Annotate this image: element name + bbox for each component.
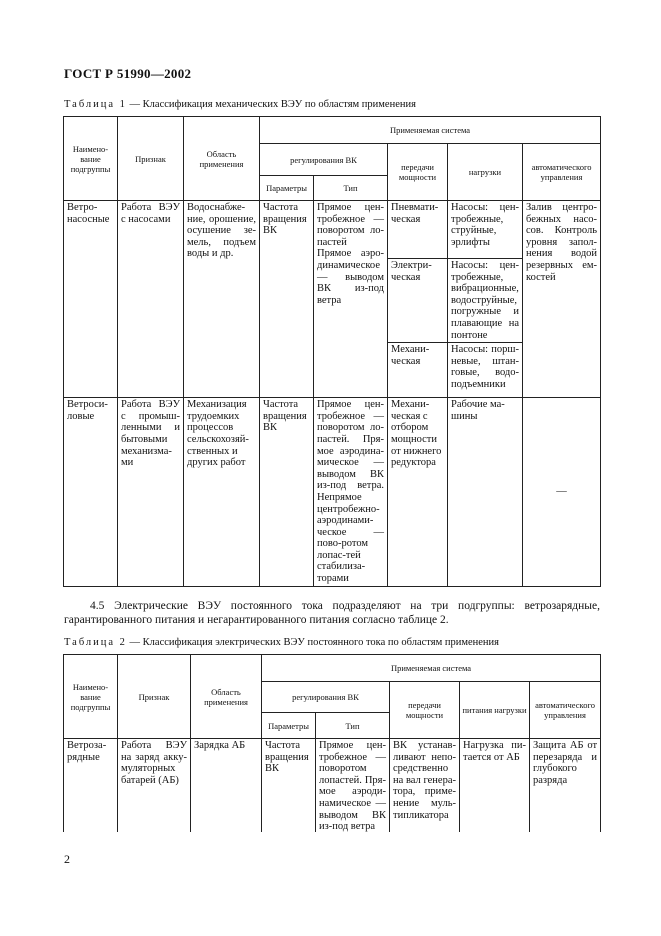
t2-header-system: Применяемая система [262, 655, 601, 682]
table2-electric-classification [63, 654, 601, 849]
t2-r1-automatic: Защита АБ от перезаряда и глубокого разряда [530, 739, 601, 849]
t2-header-feature: Признак [118, 655, 191, 739]
t2-r1-parameters: Частота вращения ВК [262, 739, 316, 849]
t1-r1-load-3: Насосы: порш-невые, штан-говые, водо-подъемники [448, 343, 523, 398]
page-number: 2 [64, 852, 70, 866]
table-row [64, 201, 601, 259]
t1-header-regulation: регулирования ВК [260, 144, 388, 176]
t1-r1-type: Прямое цен-тробежное — поворотом ло-пастей Прямое аэро-динамическое — выводом ВК из-под ветра [314, 201, 388, 398]
t1-r2-feature: Работа ВЭУ с промыш-ленными и бытовыми механизма-ми [118, 398, 184, 587]
t2-r1-transmission: ВК устанав-ливают непо-средственно на вал генера-тора, приме-нение муль-типликатора [390, 739, 460, 849]
t1-header-feature: Признак [118, 117, 184, 201]
t1-header-subgroup: Наимено-вание подгруппы [64, 117, 118, 201]
t1-header-transmission: передачи мощности [388, 144, 448, 201]
table2-continuation-mask [62, 832, 601, 852]
document-code: ГОСТ Р 51990—2002 [64, 66, 192, 81]
t1-r1-subgroup: Ветро-насосные [64, 201, 118, 398]
t2-header-application: Область применения [191, 655, 262, 739]
t1-r1-automatic: Залив центро-бежных насо-сов. Контроль уровня запол-нения водой резервных ем-костей [523, 201, 601, 398]
t2-header-power: питания нагрузки [460, 682, 530, 739]
paragraph-4-5 [64, 599, 600, 627]
table2-caption-text: — Классификация электрических ВЭУ постоянного тока по областям применения [126, 637, 499, 648]
t1-r2-parameters: Частота вращения ВК [260, 398, 314, 587]
table1-caption-text: — Классификация механических ВЭУ по областям применения [126, 99, 416, 110]
t2-r1-feature: Работа ВЭУ на заряд акку-муляторных батарей (АБ) [118, 739, 191, 849]
t2-r1-power: Нагрузка пи-тается от АБ [460, 739, 530, 849]
table2-caption-label: Таблица 2 [64, 637, 127, 648]
t1-r1-transmission-mechanical: Механи-ческая [388, 343, 448, 398]
t1-r1-application: Водоснабже-ние, орошение, осушение зе-мель, подъем воды и др. [184, 201, 260, 398]
t2-header-regulation: регулирования ВК [262, 682, 390, 713]
t2-header-transmission: передачи мощности [390, 682, 460, 739]
t1-header-system: Применяемая система [260, 117, 601, 144]
t1-r1-load-2: Насосы: цен-тробежные, вибрационные, водоструйные, погружные и плавающие на понтоне [448, 259, 523, 343]
t2-r1-type: Прямое цен-тробежное — поворотом лопастей. Пря-мое аэроди-намическое — выводом ВК из-под ветра [316, 739, 390, 849]
t1-r1-transmission-pneumatic: Пневмати-ческая [388, 201, 448, 259]
table1-caption-label: Таблица 1 [64, 99, 127, 110]
t1-r1-transmission-electric: Электри-ческая [388, 259, 448, 343]
t1-r2-application: Механизация трудоемких процессов сельскохозяй-ственных и других работ [184, 398, 260, 587]
t1-r2-type: Прямое цен-тробежное — поворотом ло-пастей. Пря-мое аэродина-мическое — выводом ВК из-под ветра. Непрямое центробежно-аэродинами-ческое — пово-ротом лопас-тей стабилиза-торами [314, 398, 388, 587]
t2-r1-application: Зарядка АБ [191, 739, 262, 849]
t1-header-application: Область применения [184, 117, 260, 201]
t1-header-type: Тип [314, 176, 388, 201]
t1-r1-parameters: Частота вращения ВК [260, 201, 314, 398]
t1-header-parameters: Параметры [260, 176, 314, 201]
table1-caption [64, 99, 416, 110]
t1-r1-load-1: Насосы: цен-тробежные, струйные, эрлифты [448, 201, 523, 259]
t1-r2-transmission: Механи-ческая с отбором мощности от нижнего редуктора [388, 398, 448, 587]
table-row [64, 398, 601, 587]
t2-header-parameters: Параметры [262, 713, 316, 739]
t1-header-automatic: автоматического управления [523, 144, 601, 201]
t2-header-subgroup: Наимено-вание подгруппы [64, 655, 118, 739]
t2-header-automatic: автоматического управления [530, 682, 601, 739]
paragraph-line-1: 4.5 Электрические ВЭУ постоянного тока подразделяют на три подгруппы: ветрозарядные, [90, 600, 600, 612]
table2-caption [64, 637, 499, 648]
t1-r2-subgroup: Ветроси-ловые [64, 398, 118, 587]
table1-mechanical-classification [63, 116, 601, 587]
paragraph-line-2: гарантированного питания и негарантированного питания согласно таблице 2. [64, 614, 449, 626]
t1-r2-automatic: — [523, 398, 601, 587]
t1-r2-load: Рабочие ма-шины [448, 398, 523, 587]
t2-r1-subgroup: Ветроза-рядные [64, 739, 118, 849]
t1-header-load: нагрузки [448, 144, 523, 201]
t2-header-type: Тип [316, 713, 390, 739]
t1-r1-feature: Работа ВЭУ с насосами [118, 201, 184, 398]
